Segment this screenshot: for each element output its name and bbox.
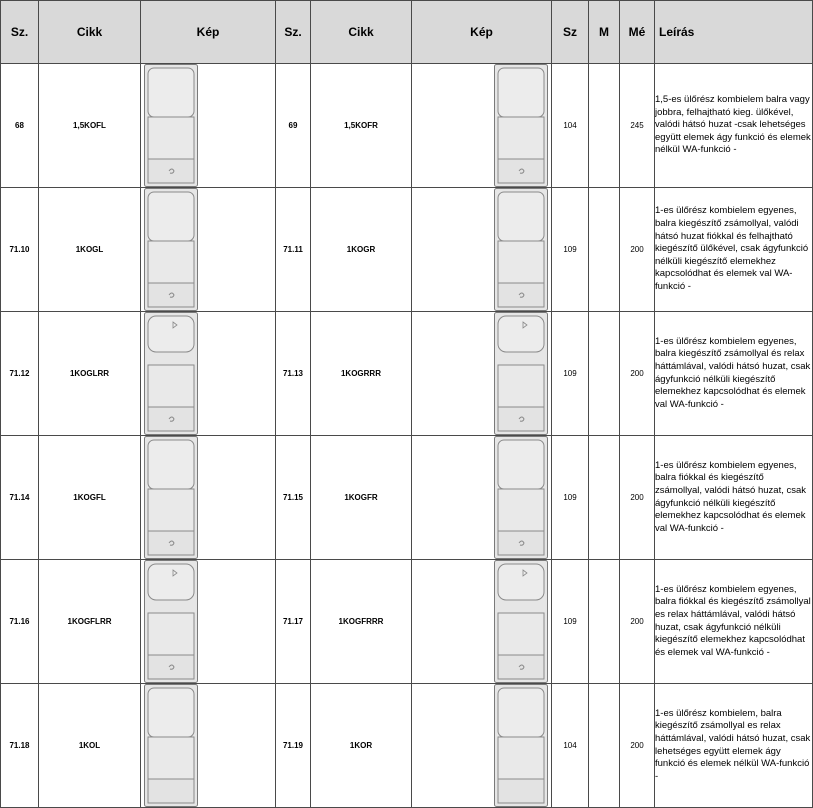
item-code-right: 1,5KOFR bbox=[311, 64, 412, 188]
sofa-element-left-icon bbox=[144, 188, 198, 311]
description: 1-es ülőrész kombielem, balra kiegészítő zsámollyal es relax háttámlával, valódi hátsó huzat, csak lehetséges együtt elemek ágy funkció és elemek nélkül WA-funkció - bbox=[655, 684, 813, 808]
depth-value: 200 bbox=[620, 560, 655, 684]
image-cell-left bbox=[141, 560, 276, 684]
item-code-left: 1KOGFL bbox=[39, 436, 141, 560]
image-cell-left bbox=[141, 188, 276, 312]
height-value bbox=[589, 436, 620, 560]
image-cell-right bbox=[412, 188, 552, 312]
item-code-left: 1KOL bbox=[39, 684, 141, 808]
image-cell-right bbox=[412, 684, 552, 808]
item-code-right: 1KOGFRRR bbox=[311, 560, 412, 684]
header-row bbox=[1, 1, 813, 64]
width-value: 109 bbox=[552, 560, 589, 684]
item-number-right: 71.19 bbox=[276, 684, 311, 808]
description: 1-es ülőrész kombielem egyenes, balra kiegészítő zsámollyal, valódi hátsó huzat fiókkal és felhajtható kiegészítő ülőkével, csak ágyfunkció nélküli kiegészítő elemekhez kapcsolódhat és elemek val WA-funkció - bbox=[655, 188, 813, 312]
sofa-element-right-icon bbox=[494, 188, 548, 311]
item-code-right: 1KOGRRR bbox=[311, 312, 412, 436]
description: 1-es ülőrész kombielem egyenes, balra kiegészítő zsámollyal és relax háttámlával, valódi hátsó huzat, csak ágyfunkció nélküli kiegészítő elemekhez kapcsolódhat és elemek val WA-funkció - bbox=[655, 312, 813, 436]
image-cell-right bbox=[412, 436, 552, 560]
item-code-left: 1KOGLRR bbox=[39, 312, 141, 436]
col-header-leiras: Leírás bbox=[655, 1, 813, 64]
height-value bbox=[589, 188, 620, 312]
col-header-sz-right: Sz. bbox=[276, 1, 311, 64]
col-header-cikk-right: Cikk bbox=[311, 1, 412, 64]
col-header-szelesseg: Sz bbox=[552, 1, 589, 64]
sofa-element-plain-left-icon bbox=[144, 684, 198, 807]
height-value bbox=[589, 684, 620, 808]
sofa-element-relax-left-icon bbox=[144, 560, 198, 683]
image-cell-left bbox=[141, 684, 276, 808]
col-header-melyseg: Mé bbox=[620, 1, 655, 64]
col-header-cikk-left: Cikk bbox=[39, 1, 141, 64]
col-header-sz-left: Sz. bbox=[1, 1, 39, 64]
sofa-element-right-icon bbox=[494, 64, 548, 187]
table-row bbox=[1, 436, 813, 560]
width-value: 109 bbox=[552, 312, 589, 436]
item-number-left: 71.10 bbox=[1, 188, 39, 312]
table-row bbox=[1, 312, 813, 436]
width-value: 109 bbox=[552, 436, 589, 560]
image-cell-left bbox=[141, 64, 276, 188]
width-value: 109 bbox=[552, 188, 589, 312]
table-row bbox=[1, 188, 813, 312]
image-cell-right bbox=[412, 312, 552, 436]
height-value bbox=[589, 312, 620, 436]
item-number-right: 71.13 bbox=[276, 312, 311, 436]
image-cell-right bbox=[412, 560, 552, 684]
item-number-left: 71.12 bbox=[1, 312, 39, 436]
image-cell-left bbox=[141, 312, 276, 436]
sofa-element-relax-right-icon bbox=[494, 560, 548, 683]
item-code-left: 1KOGFLRR bbox=[39, 560, 141, 684]
depth-value: 200 bbox=[620, 684, 655, 808]
image-cell-left bbox=[141, 436, 276, 560]
item-code-left: 1KOGL bbox=[39, 188, 141, 312]
table-row bbox=[1, 64, 813, 188]
width-value: 104 bbox=[552, 684, 589, 808]
sofa-element-left-icon bbox=[144, 436, 198, 559]
sofa-element-right-icon bbox=[494, 436, 548, 559]
item-number-right: 71.15 bbox=[276, 436, 311, 560]
item-number-right: 71.11 bbox=[276, 188, 311, 312]
image-cell-right bbox=[412, 64, 552, 188]
depth-value: 200 bbox=[620, 312, 655, 436]
sofa-element-left-icon bbox=[144, 64, 198, 187]
col-header-kep-right: Kép bbox=[412, 1, 552, 64]
item-code-left: 1,5KOFL bbox=[39, 64, 141, 188]
item-code-right: 1KOGFR bbox=[311, 436, 412, 560]
item-number-left: 71.14 bbox=[1, 436, 39, 560]
item-number-left: 68 bbox=[1, 64, 39, 188]
description: 1-es ülőrész kombielem egyenes, balra fiókkal és kiegészítő zsámollyal, valódi hátsó huzat, csak ágyfunkció nélküli kiegészítő elemekhez kapcsolódhat és elemek val WA-funkció - bbox=[655, 436, 813, 560]
sofa-element-relax-left-icon bbox=[144, 312, 198, 435]
height-value bbox=[589, 64, 620, 188]
sofa-element-plain-right-icon bbox=[494, 684, 548, 807]
height-value bbox=[589, 560, 620, 684]
depth-value: 200 bbox=[620, 436, 655, 560]
table-row bbox=[1, 560, 813, 684]
description: 1,5-es ülőrész kombielem balra vagy jobbra, felhajtható kieg. ülőkével, valódi hátsó huzat -csak lehetséges együtt elemek ágy funkció és elemek nélkül WA-funkció - bbox=[655, 64, 813, 188]
col-header-kep-left: Kép bbox=[141, 1, 276, 64]
width-value: 104 bbox=[552, 64, 589, 188]
item-number-right: 69 bbox=[276, 64, 311, 188]
sofa-element-relax-right-icon bbox=[494, 312, 548, 435]
item-number-left: 71.16 bbox=[1, 560, 39, 684]
depth-value: 200 bbox=[620, 188, 655, 312]
table-row bbox=[1, 684, 813, 808]
item-code-right: 1KOGR bbox=[311, 188, 412, 312]
description: 1-es ülőrész kombielem egyenes, balra fiókkal és kiegészítő zsámollyal es relax háttámlával, valódi hátsó huzat, csak ágyfunkció nélküli kiegészítő elemekhez kapcsolódhat és elemek val WA-funkció - bbox=[655, 560, 813, 684]
depth-value: 245 bbox=[620, 64, 655, 188]
item-code-right: 1KOR bbox=[311, 684, 412, 808]
item-number-left: 71.18 bbox=[1, 684, 39, 808]
item-number-right: 71.17 bbox=[276, 560, 311, 684]
col-header-magassag: M bbox=[589, 1, 620, 64]
